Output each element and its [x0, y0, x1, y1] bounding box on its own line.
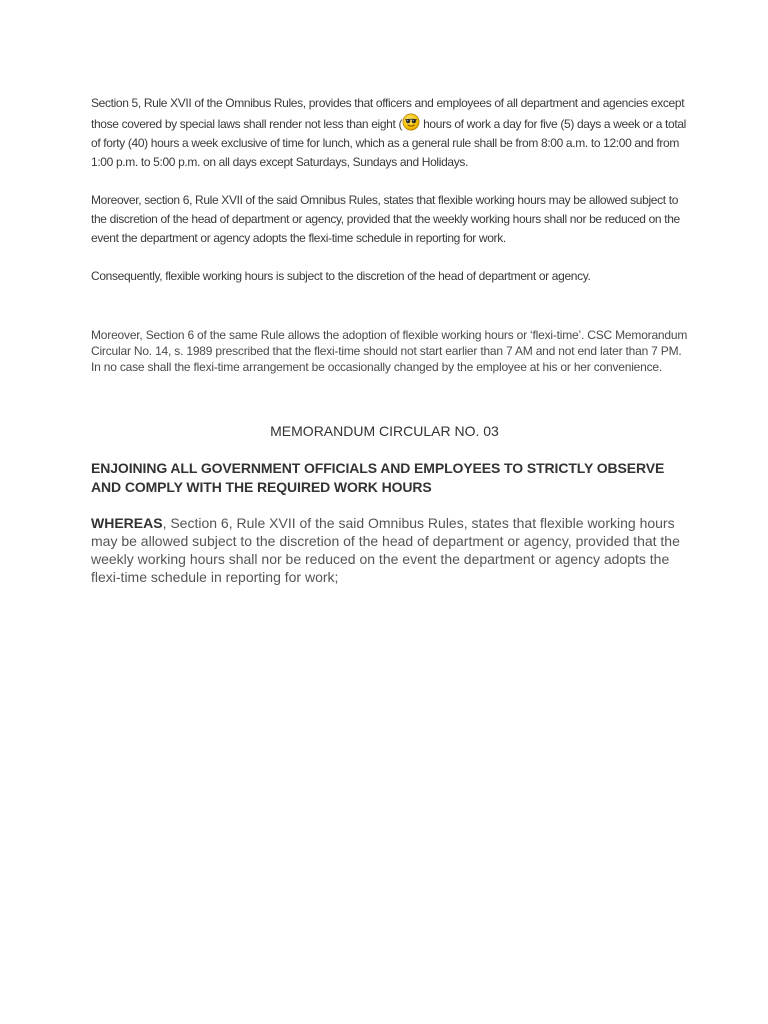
consequently-paragraph: Consequently, flexible working hours is subject to the discretion of the head of department or agency. [91, 269, 591, 283]
section5-paragraph [91, 94, 691, 286]
whereas-text: , Section 6, Rule XVII of the said Omnibus Rules, states that flexible working hours may be allowed subject to the discretion of the head of department or agency, provided that the weekly working hours shall nor be reduced on the event the department or agency adopts the flexi-time schedule in reporting for work; [91, 515, 680, 585]
document-page [91, 94, 691, 586]
smiley-sunglasses-icon [402, 113, 420, 131]
csc-memorandum-paragraph: Moreover, Section 6 of the same Rule allows the adoption of flexible working hours or ‘flexi-time’. CSC Memorandum Circular No. 14, s. 1989 prescribed that the flexi-time should not start earlier than 7 AM and not end later than 7 PM. In no case shall the flexi-time arrangement be occasionally changed by the employee at his or her convenience. [91, 328, 688, 374]
whereas-label: WHEREAS [91, 515, 163, 531]
memo-title: MEMORANDUM CIRCULAR NO. 03 [270, 423, 499, 439]
section5-text-part2: hours of work a day for five (5) days a week or a total of forty (40) hours a week exclusive of time for lunch, which as a general rule shall be from 8:00 a.m. to 12:00 and from 1:00 p.m. to 5:00 p.m. on all days except Saturdays, Sundays and Holidays. [91, 117, 686, 169]
whereas-paragraph [91, 514, 691, 586]
memo-subtitle: ENJOINING ALL GOVERNMENT OFFICIALS AND EMPLOYEES TO STRICTLY OBSERVE AND COMPLY WITH THE REQUIRED WORK HOURS [91, 460, 665, 495]
section6-paragraph: Moreover, section 6, Rule XVII of the said Omnibus Rules, states that flexible working hours may be allowed subject to the discretion of the head of department or agency, provided that the weekly working hours shall nor be reduced on the event the department or agency adopts the flexi-time schedule in reporting for work. [91, 193, 680, 245]
section5-text-part1: Section 5, Rule XVII of the Omnibus Rules, provides that officers and employees of all department and agencies except those covered by special laws shall render not less than eight ( [91, 96, 685, 131]
